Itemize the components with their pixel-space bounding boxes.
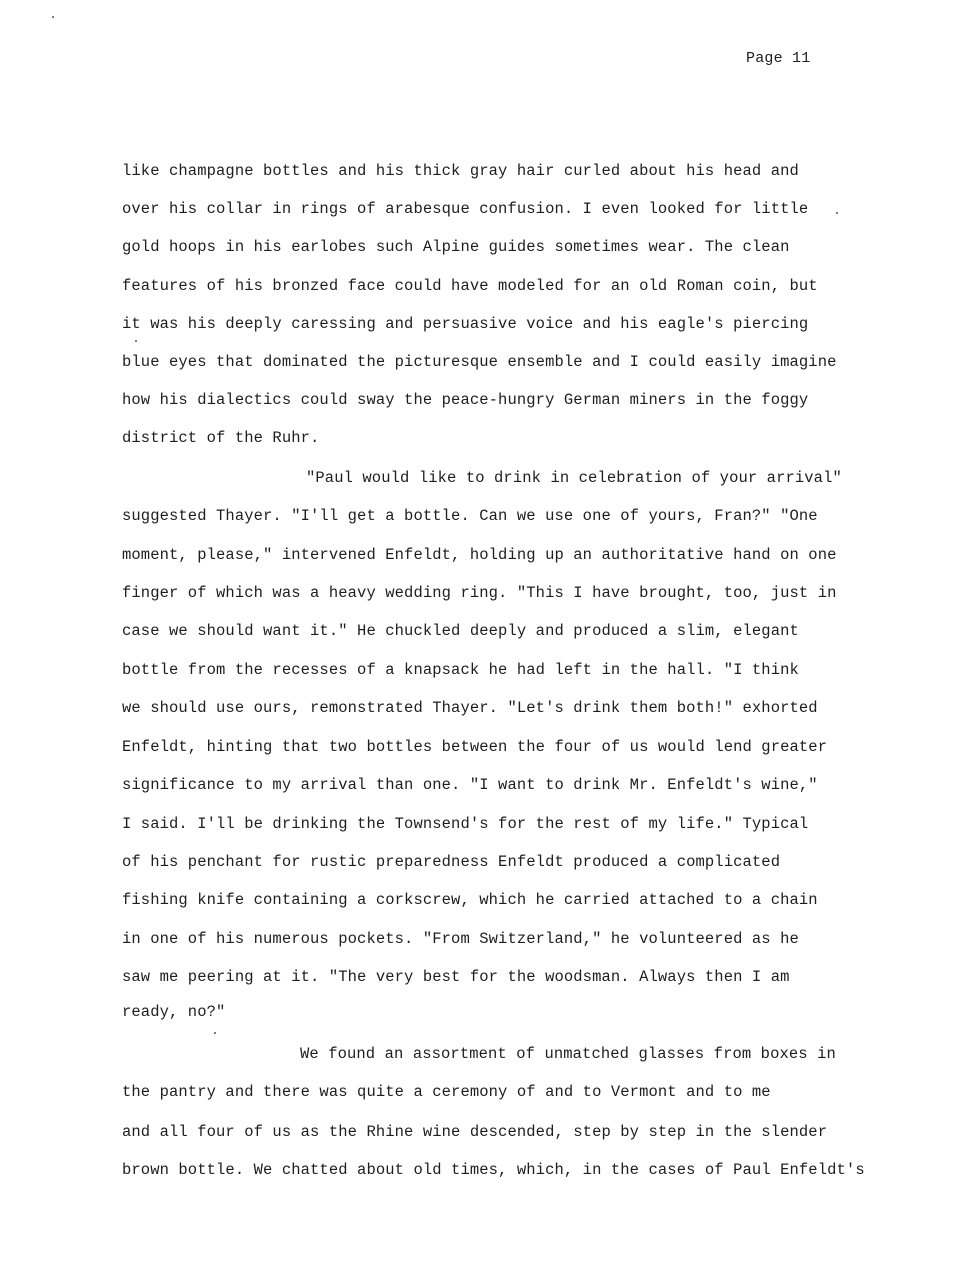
text-line: suggested Thayer. "I'll get a bottle. Can we use one of yours, Fran?" "One: [122, 507, 818, 525]
text-line: over his collar in rings of arabesque confusion. I even looked for little: [122, 200, 809, 218]
text-line: blue eyes that dominated the picturesque ensemble and I could easily imagine: [122, 353, 837, 371]
text-line: fishing knife containing a corkscrew, which he carried attached to a chain: [122, 891, 818, 909]
text-line: moment, please," intervened Enfeldt, holding up an authoritative hand on one: [122, 546, 837, 564]
text-line: it was his deeply caressing and persuasive voice and his eagle's piercing: [122, 315, 809, 333]
text-line: features of his bronzed face could have modeled for an old Roman coin, but: [122, 277, 818, 295]
text-line: like champagne bottles and his thick gray hair curled about his head and: [122, 162, 799, 180]
text-line: significance to my arrival than one. "I want to drink Mr. Enfeldt's wine,": [122, 776, 818, 794]
text-line: gold hoops in his earlobes such Alpine guides sometimes wear. The clean: [122, 238, 790, 256]
text-line: case we should want it." He chuckled deeply and produced a slim, elegant: [122, 622, 799, 640]
text-line: in one of his numerous pockets. "From Switzerland," he volunteered as he: [122, 930, 799, 948]
text-line: the pantry and there was quite a ceremony of and to Vermont and to me: [122, 1083, 771, 1101]
text-line: how his dialectics could sway the peace-hungry German miners in the foggy: [122, 391, 809, 409]
text-line: saw me peering at it. "The very best for the woodsman. Always then I am: [122, 968, 790, 986]
text-line: of his penchant for rustic preparedness Enfeldt produced a complicated: [122, 853, 781, 871]
text-line: bottle from the recesses of a knapsack he had left in the hall. "I think: [122, 661, 799, 679]
text-line: finger of which was a heavy wedding ring. "This I have brought, too, just in: [122, 584, 837, 602]
text-line: "Paul would like to drink in celebration of your arrival": [306, 469, 842, 487]
page-number: Page 11: [746, 50, 811, 67]
text-line: district of the Ruhr.: [122, 429, 320, 447]
text-line: We found an assortment of unmatched glasses from boxes in: [300, 1045, 836, 1063]
scan-speck: [135, 340, 137, 342]
scan-speck: [836, 212, 838, 214]
text-line: and all four of us as the Rhine wine descended, step by step in the slender: [122, 1123, 828, 1141]
text-line: we should use ours, remonstrated Thayer. "Let's drink them both!" exhorted: [122, 699, 818, 717]
text-line: I said. I'll be drinking the Townsend's for the rest of my life." Typical: [122, 815, 809, 833]
text-line: Enfeldt, hinting that two bottles between the four of us would lend greater: [122, 738, 828, 756]
scan-speck: [52, 16, 54, 18]
text-line: ready, no?": [122, 1003, 226, 1021]
scan-speck: [214, 1032, 216, 1034]
text-line: brown bottle. We chatted about old times, which, in the cases of Paul Enfeldt's: [122, 1161, 865, 1179]
